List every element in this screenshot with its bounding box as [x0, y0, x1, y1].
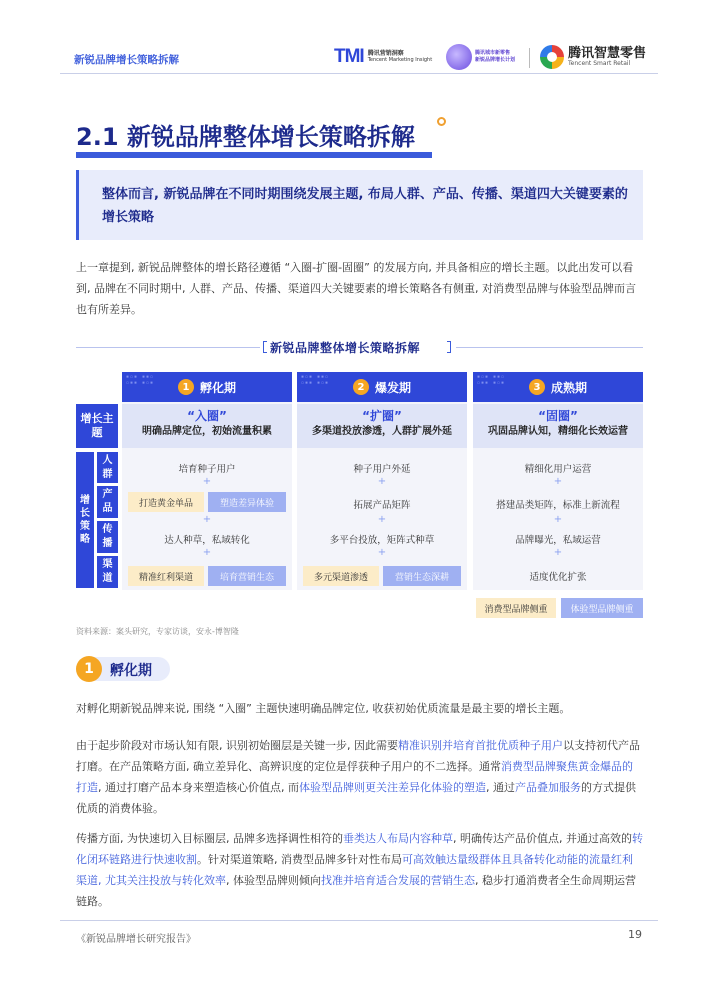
plus-icon: + [553, 547, 563, 558]
product-cell-2: 拓展产品矩阵 [353, 500, 411, 511]
phase-name: 爆发期 [374, 380, 411, 395]
section-title-underline [76, 152, 432, 158]
tmi-en: Tencent Marketing Insight [367, 57, 433, 63]
theme-cell-1 [122, 404, 292, 448]
channel-tag-experience: 营销生态深耕 [383, 566, 461, 586]
plus-icon: + [377, 476, 387, 487]
header-title: 新锐品牌增长策略拆解 [74, 54, 179, 66]
paragraph-2: 由于起步阶段对市场认知有限, 识别初始圈层是关键一步, 因此需要精准识别并培育首批优质种子用户以支持初代产品打磨。在产品策略方面, 确立差异化、高辨识度的定位是俘获种子用户的不二选择。通常消费型品牌聚焦黄金爆品的打造, 通过打磨产品本身来塑造核心价值点, 而体验型品牌则更关注差异化体验的塑造, 通过产品叠加服务的方式提供优质的消费体验。 [76, 739, 640, 815]
diagram-source: 资料来源：案头研究，专家访谈，安永-博智隆 [76, 627, 239, 636]
plus-icon: + [202, 476, 212, 487]
legend-consumer: 消费型品牌侧重 [476, 598, 556, 618]
theme-desc: 多渠道投放渗透，人群扩展外延 [312, 426, 452, 437]
row-label-product: 产品 [97, 486, 118, 518]
diagram-title-rule-right [456, 347, 643, 348]
people-cell-3: 精细化用户运营 [524, 464, 592, 475]
phase-number-badge: 2 [353, 379, 369, 395]
plus-icon: + [202, 547, 212, 558]
diagram-title-rule-left [76, 347, 260, 348]
channel-cell-3: 适度优化扩张 [529, 572, 587, 583]
circle-decoration-icon [437, 117, 446, 126]
paragraph-3: 传播方面, 为快速切入目标圈层, 品牌多选择调性相符的垂类达人布局内容种草, 明确传达产品价值点, 并通过高效的转化闭环链路进行快速收割。针对渠道策略, 消费型品牌多针对性布局可高效触达量级群体且具备转化动能的流量红利渠道, 尤其关注投放与转化效率, 体验型品牌则倾向找准并培育适合发展的营销生态, 稳步打通消费者全生命周期运营链路。 [76, 832, 643, 908]
ts-en: Tencent Smart Retail [568, 59, 631, 67]
footer-divider [60, 920, 658, 921]
theme-desc: 明确品牌定位，初始流量积累 [142, 426, 272, 437]
comm-cell-2: 多平台投放，矩阵式种草 [329, 535, 435, 546]
comm-cell-1: 达人种草，私域转化 [164, 535, 250, 546]
product-cell-3: 搭建品类矩阵，标准上新流程 [496, 500, 620, 511]
smart-retail-logo [540, 45, 646, 69]
paragraph-1: 对孵化期新锐品牌来说, 围绕 “入圈” 主题快速明确品牌定位, 收获初始优质流量是最主要的增长主题。 [76, 702, 571, 715]
summary-text: 整体而言, 新锐品牌在不同时期围绕发展主题, 布局人群、产品、传播、渠道四大关键要素的增长策略 [102, 187, 628, 225]
tmi-name: 腾讯营销洞察 [367, 50, 404, 57]
summary-accent-bar [76, 170, 79, 240]
ts-name: 腾讯智慧零售 [568, 45, 647, 61]
plus-icon: + [553, 476, 563, 487]
bracket-right-icon [447, 341, 451, 353]
highlight: 找准并培育适合发展的营销生态 [321, 874, 475, 887]
row-label-strategy: 增长策略 [76, 452, 94, 588]
highlight: 产品叠加服务 [515, 781, 581, 794]
theme-cell-2 [297, 404, 467, 448]
highlight: 垂类达人布局内容种草 [343, 832, 453, 845]
highlight: 转化闭环链路进行快速收割 [76, 832, 643, 866]
highlight: 消费型品牌聚焦黄金爆品的打造 [76, 760, 633, 794]
phase-number-badge: 1 [178, 379, 194, 395]
row-label-comm: 传播 [97, 521, 118, 553]
highlight: 精准识别并培育首批优质种子用户 [397, 739, 563, 752]
intro-paragraph: 上一章提到, 新锐品牌整体的增长路径遵循 “入圈-扩圈-固圈” 的发展方向, 并具备相应的增长主题。以此出发可以看到, 品牌在不同时期中, 人群、产品、传播、渠道四大关键要素的增长策略各有侧重, 对消费型品牌与体验型品牌而言也有所差异。 [76, 261, 636, 316]
header-divider [60, 73, 658, 74]
report-title: 《新锐品牌增长研究报告》 [76, 934, 196, 945]
phase-name: 成熟期 [550, 380, 587, 395]
plus-icon: + [377, 514, 387, 525]
page-number: 19 [628, 928, 642, 941]
legend-experience: 体验型品牌侧重 [561, 598, 643, 618]
tmi-mark: TMI [334, 46, 364, 67]
smart-retail-emblem [540, 45, 564, 69]
row-label-people: 人群 [97, 452, 118, 483]
logo-divider [529, 48, 530, 68]
people-cell-2: 种子用户外延 [353, 464, 411, 475]
subsection-title: 孵化期 [110, 663, 152, 679]
channel-tag-consumer: 多元渠道渗透 [303, 566, 379, 586]
phase-header-2: ▪▫▪ ▪▪▫ ▫▪▪ ▪▫▪ 2 爆发期 [297, 372, 467, 402]
plus-icon: + [202, 514, 212, 525]
highlight: 可高效触达量级群体且具备转化动能的流量红利渠道, 尤其关注投放与转化效率 [76, 853, 633, 887]
diagram-title: 新锐品牌整体增长策略拆解 [270, 341, 421, 355]
growth-plan-logo [446, 44, 515, 70]
bracket-left-icon [263, 341, 267, 353]
section-title: 2.1 新锐品牌整体增长策略拆解 [76, 123, 415, 151]
theme-keyword: “入圈” [187, 409, 227, 423]
phase-header-1: ▪▫▪ ▪▪▫ ▫▪▪ ▪▫▪ 1 孵化期 [122, 372, 292, 402]
phase-number-badge: 3 [529, 379, 545, 395]
channel-tag-experience: 培育营销生态 [208, 566, 286, 586]
comm-cell-3: 品牌曝光，私域运营 [515, 535, 601, 546]
phase-name: 孵化期 [199, 380, 236, 395]
tmi-logo [334, 46, 432, 68]
product-tag-consumer: 打造黄金单品 [128, 492, 204, 512]
mid-line2: 新锐品牌增长计划 [475, 57, 516, 63]
theme-keyword: “扩圈” [362, 409, 402, 423]
channel-tag-consumer: 精准红利渠道 [128, 566, 204, 586]
people-cell-1: 培育种子用户 [178, 464, 236, 475]
plus-icon: + [553, 514, 563, 525]
mid-line1: 腾讯城市新零售 [475, 50, 511, 56]
plus-icon: + [377, 547, 387, 558]
theme-keyword: “固圈” [538, 409, 578, 423]
row-label-channel: 渠道 [97, 556, 118, 588]
subsection-number-badge: 1 [76, 656, 102, 682]
phase-header-3: ▪▫▪ ▪▪▫ ▫▪▪ ▪▫▪ 3 成熟期 [473, 372, 643, 402]
highlight: 体验型品牌则更关注差异化体验的塑造 [299, 781, 486, 794]
row-label-theme: 增长主题 [76, 404, 118, 448]
growth-plan-emblem [446, 44, 472, 70]
theme-desc: 巩固品牌认知，精细化长效运营 [488, 426, 628, 437]
product-tag-experience: 塑造差异体验 [208, 492, 286, 512]
theme-cell-3 [473, 404, 643, 448]
